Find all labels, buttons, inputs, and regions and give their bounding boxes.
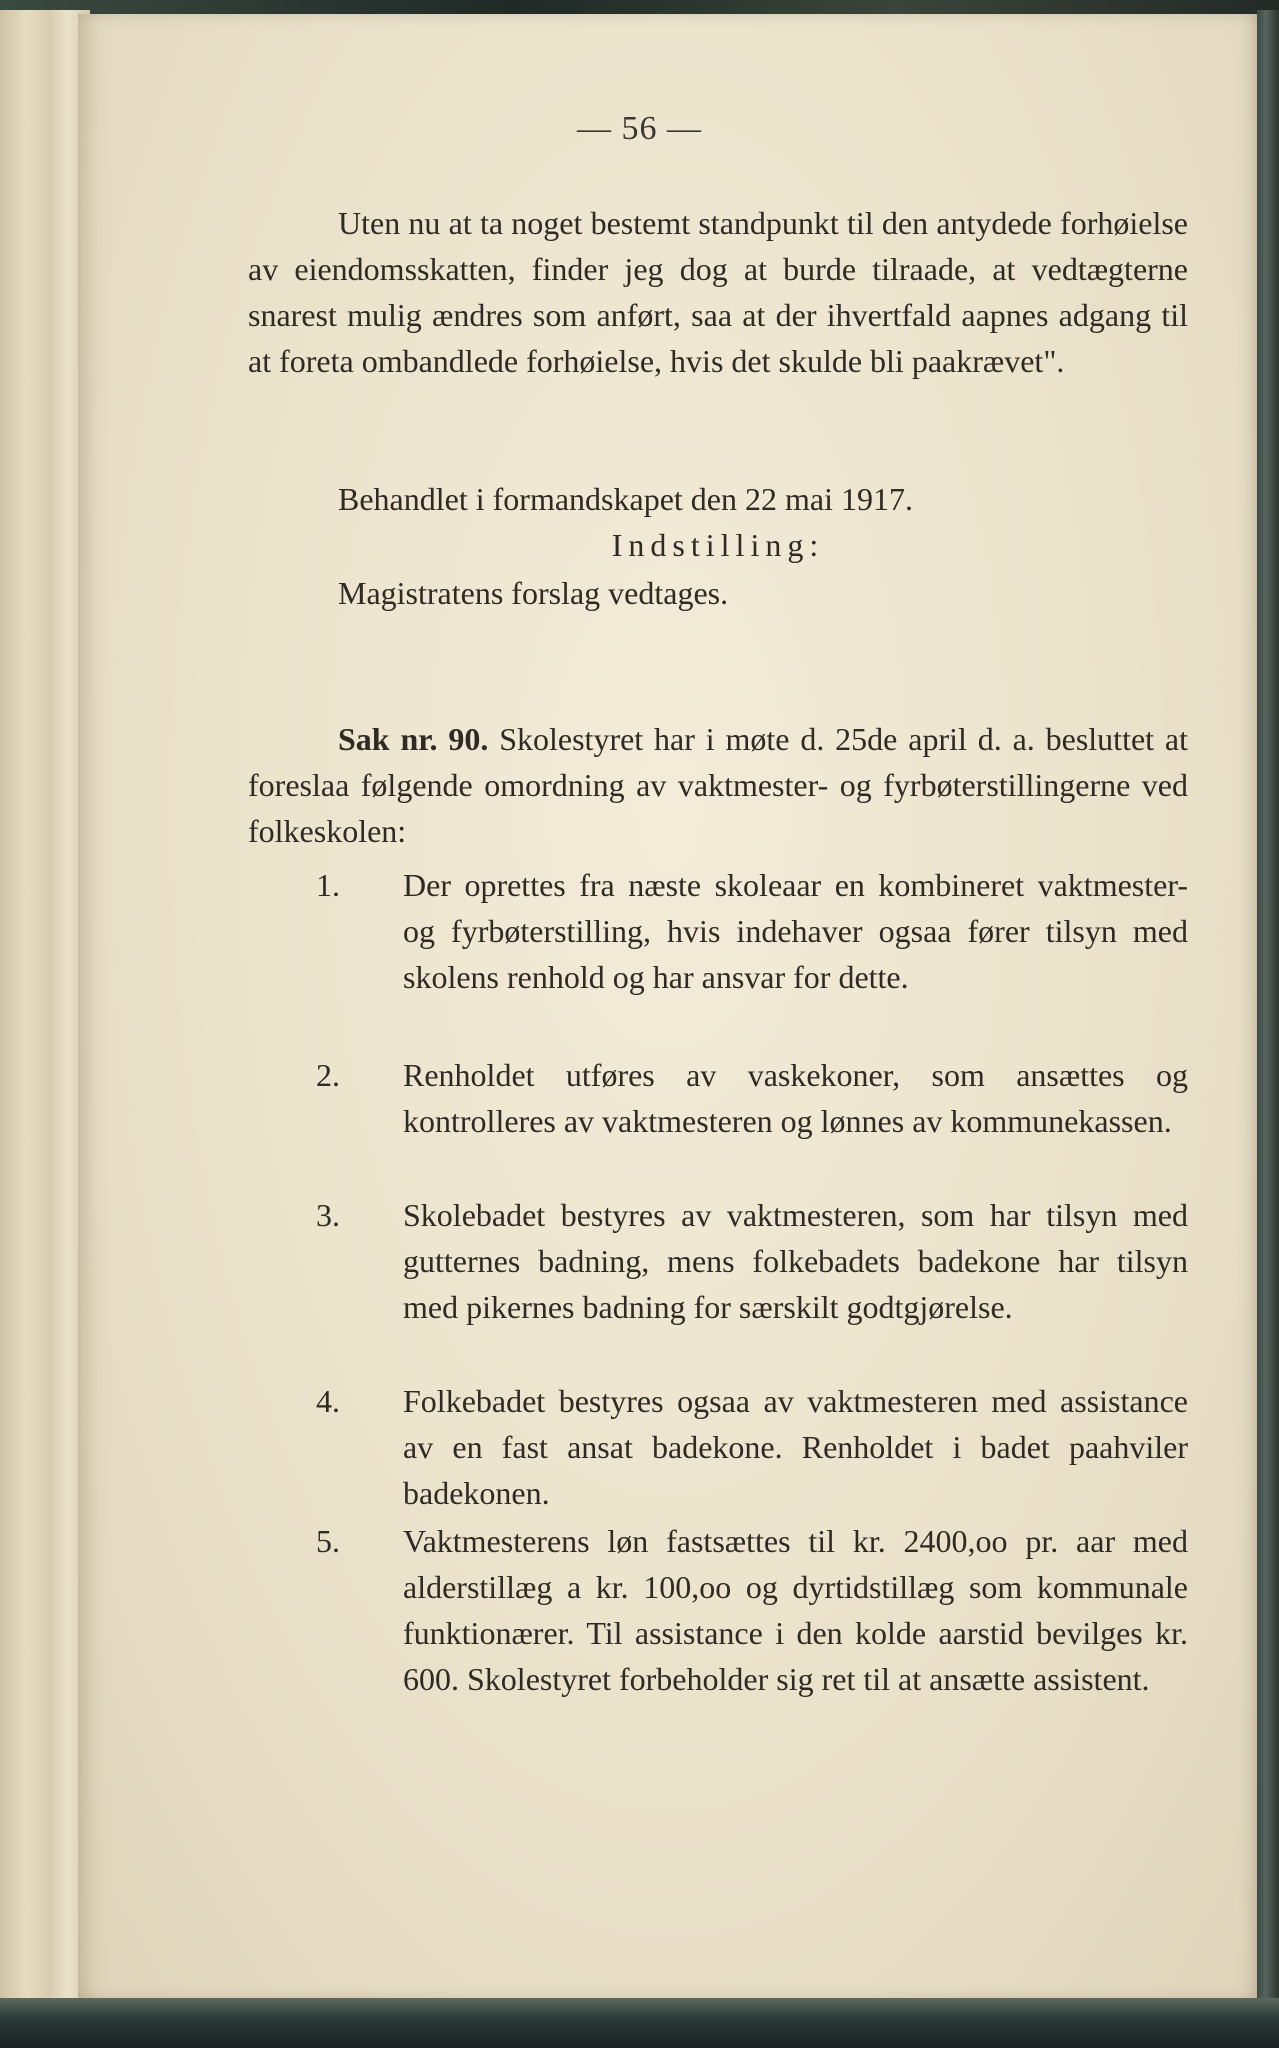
list-item-number: 4. [316,1383,340,1419]
list-item-number: 1. [316,867,340,903]
list-item-text: Skolebadet bestyres av vaktmesteren, som har tilsyn med gutternes badning, mens folkebadets badekone har tilsyn med pikernes badning for særskilt godtgjørelse. [403,1197,1188,1325]
list-item-text: Renholdet utføres av vaskekoner, som ansættes og kontrolleres av vaktmesteren og lønnes av kommunekassen. [403,1057,1188,1139]
heading-indstilling: Indstilling: [611,527,825,563]
list-item-text: Vaktmesterens løn fastsættes til kr. 2400,oo pr. aar med alderstillæg a kr. 100,oo og dyrtidstillæg som kommunale funktionærer. Til assistance i den kolde aarstid bevilges kr. 600. Skolestyret forbeholder sig ret til at ansætte assistent. [403,1523,1188,1697]
scan-right-edge [1257,10,1279,2000]
list-item-number: 2. [316,1057,340,1093]
case-text: Skolestyret har i møte d. 25de april d. a. besluttet at foreslaa følgende omordning av vaktmester- og fyrbøterstillingerne ved folkeskolen: [248,721,1189,849]
list-item-text: Folkebadet bestyres ogsaa av vaktmesteren med assistance av en fast ansat badekone. Renholdet i badet paahviler badekonen. [403,1383,1188,1511]
paragraph-opinion: Uten nu at ta noget bestemt standpunkt til den antydede forhøielse av eiendomsskatten, finder jeg dog at burde tilraade, at vedtægterne snarest mulig ændres som anført, saa at der ihvertfald aapnes adgang til at foreta ombandlede forhøielse, hvis det skulde bli paakrævet". [248,205,1188,379]
page-stack-edge [0,10,90,2000]
page-number: — 56 — [577,110,702,147]
list-item [248,1518,1188,1702]
list-item [248,862,1188,1000]
scan-top-edge [0,0,1279,14]
list-item [248,1052,1188,1144]
paragraph-recommendation: Magistratens forslag vedtages. [338,575,729,611]
case-number: Sak nr. 90. [338,721,489,757]
list-item-text: Der oprettes fra næste skoleaar en kombineret vaktmester- og fyrbøterstilling, hvis indehaver ogsaa fører tilsyn med skolens renhold og har ansvar for dette. [403,867,1188,995]
list-item [248,1192,1188,1330]
list-item-number: 3. [316,1197,340,1233]
list-item [248,1378,1188,1516]
paragraph-case-90 [248,716,1188,854]
list-item-number: 5. [316,1523,340,1559]
scan-bottom-edge [0,1998,1279,2048]
paragraph-treated: Behandlet i formandskapet den 22 mai 1917. [338,481,913,517]
